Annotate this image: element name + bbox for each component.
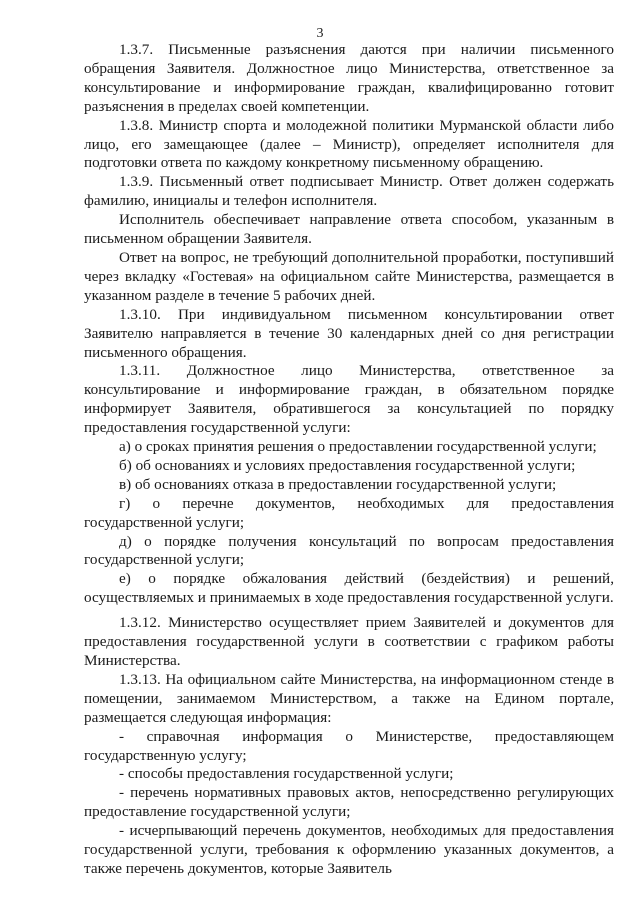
paragraph: - справочная информация о Министерстве, предоставляющем государственную услугу; — [84, 727, 614, 764]
paragraph: а) о сроках принятия решения о предоставлении государственной услуги; — [119, 438, 597, 456]
paragraph: 1.3.8. Министр спорта и молодежной политики Мурманской области либо лицо, его замещающее (далее – Министр), определяет исполнителя для подготовки ответа по каждому конкретному письменному обращению. — [84, 116, 614, 172]
paragraph: 1.3.12. Министерство осуществляет прием Заявителей и документов для предоставления государственной услуги в соответствии с графиком работы Министерства. — [84, 614, 614, 669]
paragraph: 1.3.11. Должностное лицо Министерства, ответственное за консультирование и информирование граждан, в обязательном порядке информирует Заявителя, обратившегося за консультацией по порядку предоставления государственной услуги: — [84, 362, 614, 437]
paragraph: Исполнитель обеспечивает направление ответа способом, указанным в письменном обращении Заявителя. — [84, 211, 614, 248]
paragraph: 1.3.10. При индивидуальном письменном консультировании ответ Заявителю направляется в течение 30 календарных дней со дня регистрации письменного обращения. — [84, 305, 614, 361]
paragraph: 1.3.7. Письменные разъяснения даются при наличии письменного обращения Заявителя. Должностное лицо Министерства, ответственное за консультирование и информирование граждан, квалифицированно готовит разъяснения в пределах своей компетенции. — [84, 41, 614, 115]
paragraph: - способы предоставления государственной услуги; — [119, 765, 454, 783]
paragraph: - исчерпывающий перечень документов, необходимых для предоставления государственной услуги, требования к оформлению указанных документов, а также перечень документов, которые Заявитель — [84, 822, 614, 877]
page-number: 3 — [316, 26, 324, 41]
paragraph: б) об основаниях и условиях предоставления государственной услуги; — [119, 456, 576, 474]
paragraph: е) о порядке обжалования действий (бездействия) и решений, осуществляемых и принимаемых в ходе предоставления государственной услуги. — [84, 570, 614, 607]
paragraph: - перечень нормативных правовых актов, непосредственно регулирующих предоставление государственной услуги; — [84, 784, 614, 821]
paragraph: Ответ на вопрос, не требующий дополнительной проработки, поступивший через вкладку «Гостевая» на официальном сайте Министерства, размещается в указанном разделе в течение 5 рабочих дней. — [84, 248, 614, 304]
document-body — [84, 41, 614, 879]
paragraph: 1.3.13. На официальном сайте Министерства, на информационном стенде в помещении, занимаемом Министерством, а также на Едином портале, размещается следующая информация: — [84, 670, 614, 726]
paragraph: 1.3.9. Письменный ответ подписывает Министр. Ответ должен содержать фамилию, инициалы и телефон исполнителя. — [84, 173, 614, 210]
paragraph: г) о перечне документов, необходимых для предоставления государственной услуги; — [84, 494, 614, 531]
paragraph: д) о порядке получения консультаций по вопросам предоставления государственной услуги; — [84, 532, 614, 569]
paragraph: в) об основаниях отказа в предоставлении государственной услуги; — [119, 475, 557, 493]
